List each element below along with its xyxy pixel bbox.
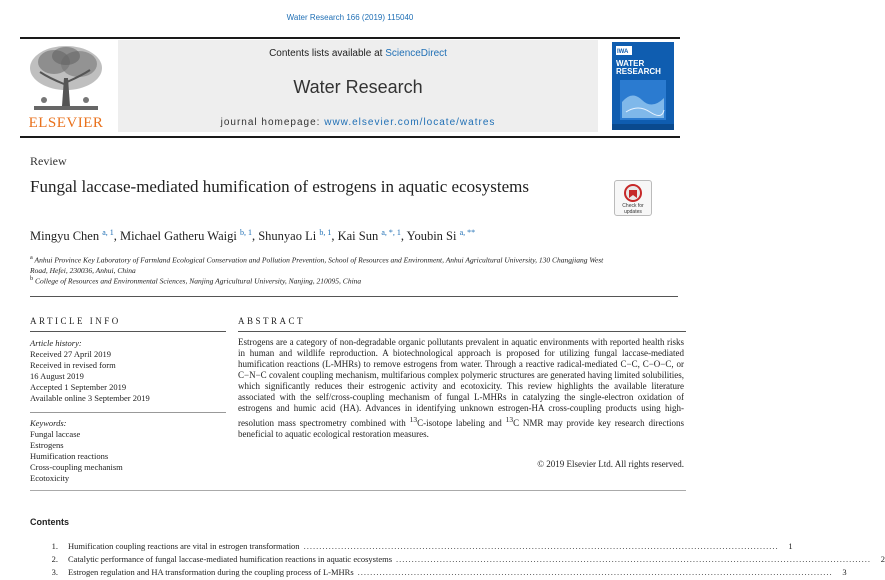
history-item: Available online 3 September 2019 [30, 393, 150, 403]
journal-homepage-line [118, 117, 598, 128]
toc-entry[interactable] [30, 541, 793, 553]
journal-cover-image[interactable] [612, 42, 674, 130]
journal-cover-art-icon [612, 42, 674, 130]
keyword-item: Cross-coupling mechanism [30, 462, 123, 472]
homepage-label: journal homepage: [220, 117, 325, 128]
elsevier-tree-logo-icon [24, 42, 108, 114]
sciencedirect-link[interactable]: ScienceDirect [385, 48, 447, 59]
section-divider [30, 296, 678, 297]
article-info-rule [30, 331, 226, 332]
toc-entry[interactable] [30, 554, 885, 566]
affiliation-mark: a [30, 254, 33, 261]
author-sup[interactable]: b, 1 [319, 228, 332, 237]
toc-page[interactable]: 1 [788, 541, 793, 551]
elsevier-wordmark: ELSEVIER [28, 115, 104, 131]
author-list: Mingyu Chen $^{a, 1}$, Michael Gatheru Waigi $^{b, 1}$, Shunyao Li $^{b, 1}$, Kai Sun $^{a, *, 1}$, Youbin Si $^{a, **}$ [30, 228, 476, 244]
toc-title[interactable]: Estrogen regulation and HA transformation during the coupling process of L-MHRs [68, 567, 354, 577]
article-info-heading: ARTICLE INFO [30, 316, 121, 326]
author-sup[interactable]: a, 1 [102, 228, 114, 237]
abstract-text: C-isotope labeling and [417, 418, 506, 428]
isotope-sup: 13 [409, 415, 418, 424]
cover-iwa-mark: IWA [617, 49, 629, 55]
article-type: Review [30, 154, 67, 168]
abstract-text: Estrogens are a category of non-degradable organic pollutants prevalent in aquatic environments with reported health risks in human and wildlife reproduction. A biotechnological approach is proposed for utilizing fungal laccase-mediated humification reactions (L-MHRs) to remove estrogens from water. Through a reactive radical-mediated C−C, C−O−C, or C−N−C covalent coupling mechanism, multifarious complex polymeric structures are generated having limited solubilities, which significantly reduces their estrogenic activity and ecotoxicity. This review highlights the available literature associated with the self/cross-coupling mechanism of fungal L-MHRs in catalyzing the single-electron oxidation of estrogens and humic acid (HA). Advances in identifying unknown estrogen-HA cross-coupling products using high-resolution mass spectrometry combined with [238, 337, 684, 428]
keyword-item: Ecotoxicity [30, 473, 70, 483]
check-updates-label: Check for updates [622, 203, 644, 215]
keyword-item: Humification reactions [30, 451, 109, 461]
author-name[interactable]: Youbin Si [406, 229, 457, 244]
header-bottom-rule [20, 136, 680, 138]
abstract-body [238, 337, 684, 440]
toc-leader: ........................................................................................................................................................ [303, 541, 779, 551]
contents-prefix: Contents lists available at [269, 48, 386, 59]
cover-title [616, 60, 674, 76]
check-updates-icon [615, 181, 651, 203]
isotope-sup: 13 [505, 415, 514, 424]
keyword-item: Estrogens [30, 440, 64, 450]
toc-title[interactable]: Catalytic performance of fungal laccase-mediated humification reactions in aquatic ecosystems [68, 554, 393, 564]
author-name[interactable]: Shunyao Li [258, 229, 317, 244]
toc-leader: ........................................................................................................................................................ [357, 567, 833, 577]
author-name[interactable]: Kai Sun [337, 229, 379, 244]
author-name[interactable]: Mingyu Chen [30, 229, 100, 244]
toc-title[interactable]: Humification coupling reactions are vital in estrogen transformation [68, 541, 300, 551]
author-sup[interactable]: b, 1 [239, 228, 252, 237]
abstract-text: C NMR may provide key research directions beneficial to aquatic ecological restoration measures. [238, 418, 684, 439]
keyword-item: Fungal laccase [30, 429, 81, 439]
author-sup[interactable]: a, ** [459, 228, 476, 237]
author-sup[interactable]: a, *, 1 [381, 228, 401, 237]
toc-number: 2. [51, 554, 58, 564]
journal-citation[interactable]: Water Research 166 (2019) 115040 [286, 13, 414, 22]
contents-available-line [118, 48, 598, 59]
history-item: Received in revised form [30, 360, 116, 370]
keywords-label: Keywords: [30, 418, 67, 428]
homepage-link[interactable]: www.elsevier.com/locate/watres [324, 117, 496, 128]
cover-title-line-2: RESEARCH [616, 67, 661, 76]
contents-divider [30, 490, 686, 491]
header-top-rule [20, 37, 680, 39]
abstract-heading: ABSTRACT [238, 316, 306, 326]
history-item: Accepted 1 September 2019 [30, 382, 127, 392]
affiliation-text: Anhui Province Key Laboratory of Farmland Ecological Conservation and Pollution Prevention, School of Resources and Environment, Anhui Agricultural University, 130 Changjiang West Road, Hefei, 230036, Anhui, China [30, 255, 604, 275]
history-item: 16 August 2019 [30, 371, 84, 381]
keywords-rule [30, 412, 226, 413]
affiliation-text: College of Resources and Environmental Sciences, Nanjing Agricultural University, Nanjing, 210095, China [35, 276, 362, 286]
affiliation [30, 253, 610, 276]
journal-title: Water Research [293, 77, 423, 97]
toc-number: 3. [51, 567, 58, 577]
toc-page[interactable]: 2 [880, 554, 885, 564]
affiliation [30, 274, 610, 287]
history-label: Article history: [30, 338, 82, 348]
article-title: Fungal laccase-mediated humification of estrogens in aquatic ecosystems [30, 177, 529, 196]
cover-title-line-1: WATER [616, 59, 645, 68]
toc-entry[interactable] [30, 567, 847, 579]
author-name[interactable]: Michael Gatheru Waigi [120, 229, 237, 244]
contents-heading: Contents [30, 517, 69, 527]
affiliation-mark: b [30, 275, 34, 282]
copyright-notice: © 2019 Elsevier Ltd. All rights reserved. [537, 459, 684, 469]
history-item: Received 27 April 2019 [30, 349, 111, 359]
toc-number: 1. [51, 541, 58, 551]
abstract-rule [238, 331, 686, 332]
toc-page[interactable]: 3 [842, 567, 847, 577]
toc-leader: ........................................................................................................................................................ [396, 554, 872, 564]
